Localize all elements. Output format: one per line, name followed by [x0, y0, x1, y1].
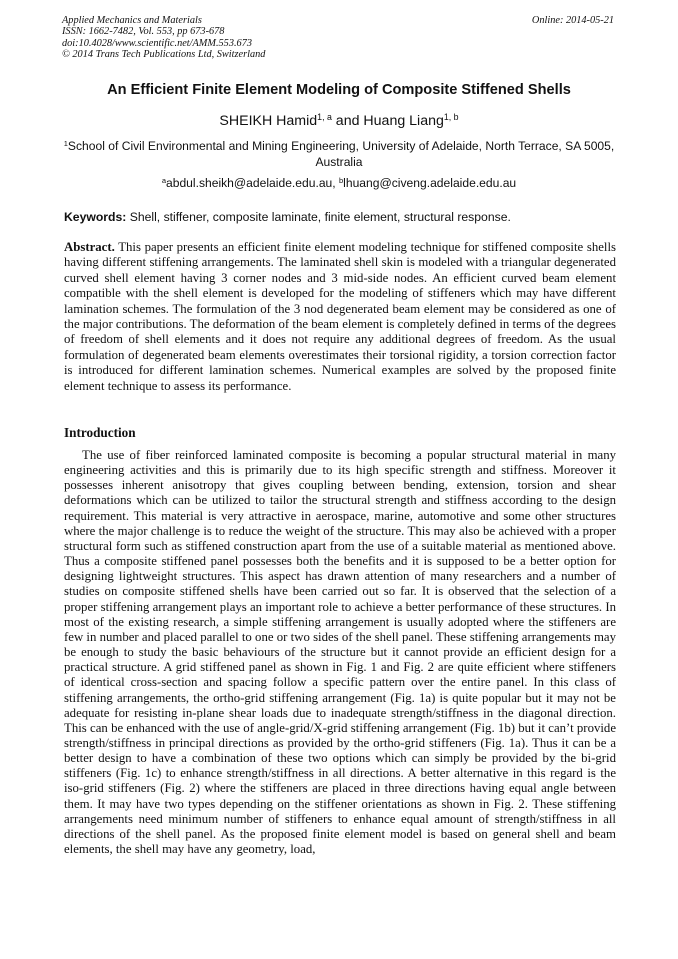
author-1-affil: 1, a — [317, 112, 332, 123]
issn: ISSN: 1662-7482, Vol. 553, pp 673-678 — [62, 26, 225, 38]
author-conjunction: and — [331, 113, 364, 129]
abstract — [64, 240, 616, 394]
introduction-text: The use of fiber reinforced laminated composite is becoming a popular structural material in many engineering activities and this is primarily due to its high specific strength and stiffness. Moreover it possesses inherent anisotropy that gives coupling between bending, extension, torsion and shear deformations which can be utilized to tailor the structural strength and stiffness according to the design requirement. This material is very attractive in aerospace, marine, automotive and some other structures where the major challenge is to reduce the weight of the structure. This may also be achieved with a proper structural form such as stiffened construction apart from the use of a suitable material as mentioned above. Thus a composite stiffened panel possesses both the benefits and it is supposed to be a better option for designing lightweight structures. This aspect has drawn attention of many researchers and a number of studies on composite stiffened shells have been carried out so far. It is observed that the selection of a proper stiffening arrangement plays an important role to achieve a better performance of these structures. In most of the existing research, a simple stiffening arrangement is usually adopted where the stiffeners are few in number and placed parallel to one or two sides of the shell panel. These stiffening arrangements may be enough to study the basic behaviours of the structure but it cannot provide an efficient design for a practical structure. A grid stiffened panel as shown in Fig. 1 and Fig. 2 are quite efficient where stiffeners of identical cross-section and spacing follow a specific pattern over the entire panel. In this class of stiffening arrangements, the ortho-grid stiffening arrangement (Fig. 1a) is quite popular but it may not be adequate for resisting in-plane shear loads due to inadequate strength/stiffness in the diagonal direction. This can be enhanced with the use of angle-grid/X-grid stiffening arrangement (Fig. 1b) but it can’t provide strength/stiffness in principal directions as provided by the ortho-grid stiffeners (Fig. 1a). Thus it can be a better design to have a combination of these two options which can simply be provided by the bi-grid stiffeners (Fig. 1c) to enhance strength/stiffness in all directions. A better alternative in this regard is the iso-grid stiffeners (Fig. 2) where the stiffeners are placed in three directions having equal angle between them. It may have two types depending on the stiffener orientations as shown in Fig. 2. These stiffening arrangements need minimum number of stiffeners to enhance equal amount of strength/stiffness in all directions of the shell panel. As the proposed finite element model is based on general shell and beam elements, the shell may have any geometry, load, — [64, 448, 616, 857]
abstract-label: Abstract. — [64, 240, 115, 254]
author-2: Huang Liang — [363, 113, 444, 129]
doi: doi:10.4028/www.scientific.net/AMM.553.673 — [62, 37, 252, 49]
abstract-text: This paper presents an efficient finite element modeling technique for stiffened composite shells having different stiffening arrangements. The laminated shell skin is modeled with a triangular degenerated curved shell element having 3 corner nodes and 3 mid-side nodes. An efficient curved beam element compatible with the shell element is developed for the modeling of stiffeners which may have different lamination schemes. The formulation of the 3 nod degenerated beam element may be considered as one of the major contributions. The deformation of the beam element is completely defined in terms of the degrees of freedom of shell elements and it does not require any additional degrees of freedom. As the usual formulation of degenerated beam elements overestimates their torsional rigidity, a torsion correction factor is introduced for different lamination schemes. Numerical examples are solved by the proposed finite element technique to assess its performance. — [64, 240, 616, 393]
journal-header — [62, 15, 614, 61]
keywords — [64, 210, 620, 224]
email-a-marker: a — [161, 175, 166, 185]
affiliation-marker: 1 — [63, 138, 68, 148]
emails — [40, 176, 638, 190]
author-1: SHEIKH Hamid — [219, 113, 318, 129]
authors — [40, 113, 638, 129]
email-b-marker: b — [339, 175, 344, 185]
section-heading-introduction: Introduction — [64, 425, 136, 440]
email-b: lhuang@civeng.adelaide.edu.au — [343, 176, 517, 190]
journal-name: Applied Mechanics and Materials — [62, 15, 202, 26]
affiliation — [62, 138, 616, 170]
keywords-text: Shell, stiffener, composite laminate, finite element, structural response. — [126, 210, 511, 224]
paper-title: An Efficient Finite Element Modeling of Composite Stiffened Shells — [107, 82, 571, 98]
affiliation-text: School of Civil Environmental and Mining Engineering, University of Adelaide, North Terrace, SA 5005, Australia — [67, 139, 615, 169]
author-2-affil: 1, b — [443, 112, 459, 123]
online-date: Online: 2014-05-21 — [531, 15, 614, 26]
copyright: © 2014 Trans Tech Publications Ltd, Switzerland — [62, 49, 266, 61]
keywords-label: Keywords: — [64, 210, 127, 224]
email-a: abdul.sheikh@adelaide.edu.au, — [166, 176, 339, 190]
